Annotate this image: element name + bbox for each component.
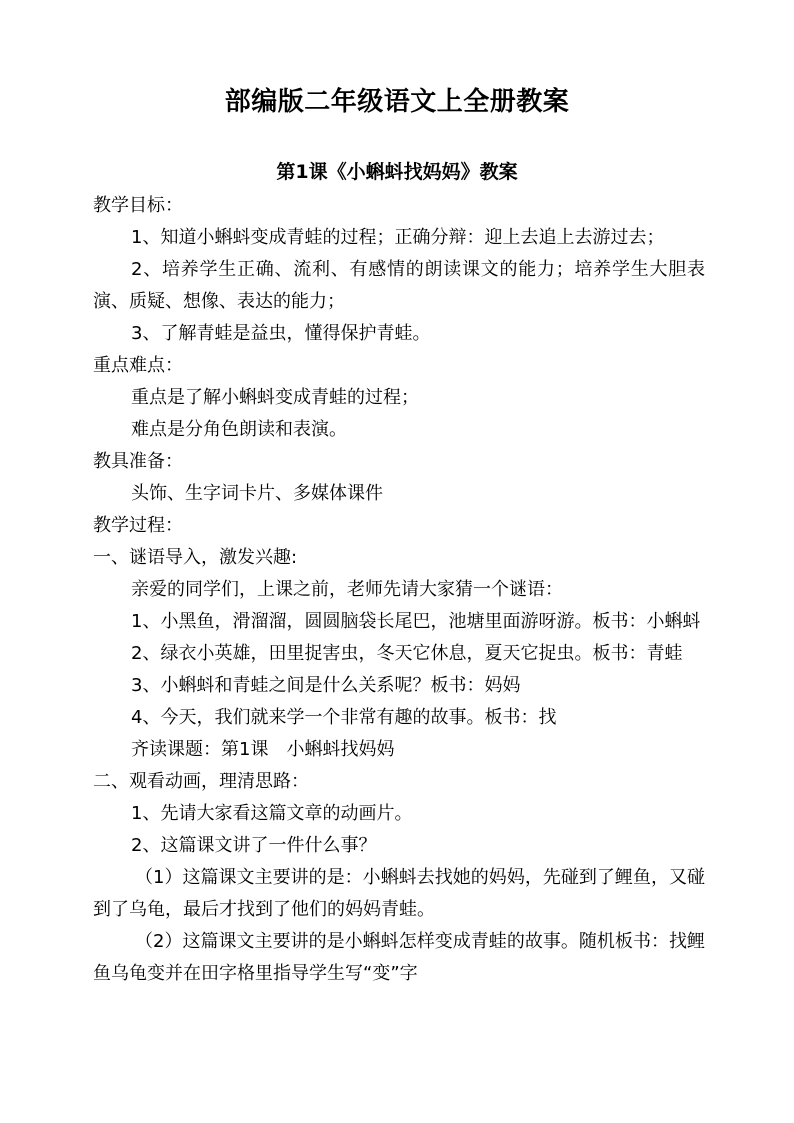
document-body (93, 190, 705, 990)
answer-1: （1）这篇课文主要讲的是：小蝌蚪去找她的妈妈，先碰到了鲤鱼，又碰到了乌龟，最后才找到了他们的妈妈青蛙。 (93, 867, 705, 920)
objective-1: 1、知道小蝌蚪变成青蛙的过程；正确分辩：迎上去追上去游过去； (131, 227, 665, 248)
animation-step-1: 1、先请大家看这篇文章的动画片。 (131, 803, 413, 824)
riddle-2: 2、绿衣小英雄，田里捉害虫，冬天它休息，夏天它捉虫。板书：青蛙 (131, 643, 683, 664)
section-heading-process: 教学过程： (93, 515, 183, 536)
process-step-1-heading: 一、谜语导入，激发兴趣: (93, 547, 298, 568)
read-title-aloud: 齐读课题：第1课 小蝌蚪找妈妈 (131, 739, 395, 760)
key-point: 重点是了解小蝌蚪变成青蛙的过程； (131, 387, 419, 408)
materials-list: 头饰、生字词卡片、多媒体课件 (131, 483, 383, 504)
riddle-3: 3、小蝌蚪和青蛙之间是什么关系呢？板书：妈妈 (131, 675, 521, 696)
section-heading-materials: 教具准备： (93, 451, 183, 472)
process-step-2-heading: 二、观看动画，理清思路： (93, 771, 309, 792)
section-heading-objectives: 教学目标： (93, 195, 183, 216)
animation-step-2: 2、这篇课文讲了一件什么事？ (131, 835, 377, 856)
answer-2: （2）这篇课文主要讲的是小蝌蚪怎样变成青蛙的故事。随机板书：找鲤鱼乌龟变并在田字格里指导学生写“变”字 (93, 931, 705, 984)
objective-2: 2、培养学生正确、流利、有感情的朗读课文的能力；培养学生大胆表演、质疑、想像、表达的能力； (93, 259, 705, 312)
lesson-title: 第1课《小蝌蚪找妈妈》教案 (276, 161, 518, 183)
riddle-4: 4、今天，我们就来学一个非常有趣的故事。板书：找 (131, 707, 557, 728)
document-title: 部编版二年级语文上全册教案 (224, 87, 570, 117)
objective-3: 3、了解青蛙是益虫，懂得保护青蛙。 (131, 323, 431, 344)
riddle-intro: 亲爱的同学们，上课之前，老师先请大家猜一个谜语： (131, 579, 563, 600)
section-heading-key-points: 重点难点： (93, 355, 183, 376)
riddle-1: 1、小黑鱼，滑溜溜，圆圆脑袋长尾巴，池塘里面游呀游。板书：小蝌蚪 (131, 611, 701, 632)
difficult-point: 难点是分角色朗读和表演。 (131, 419, 347, 440)
